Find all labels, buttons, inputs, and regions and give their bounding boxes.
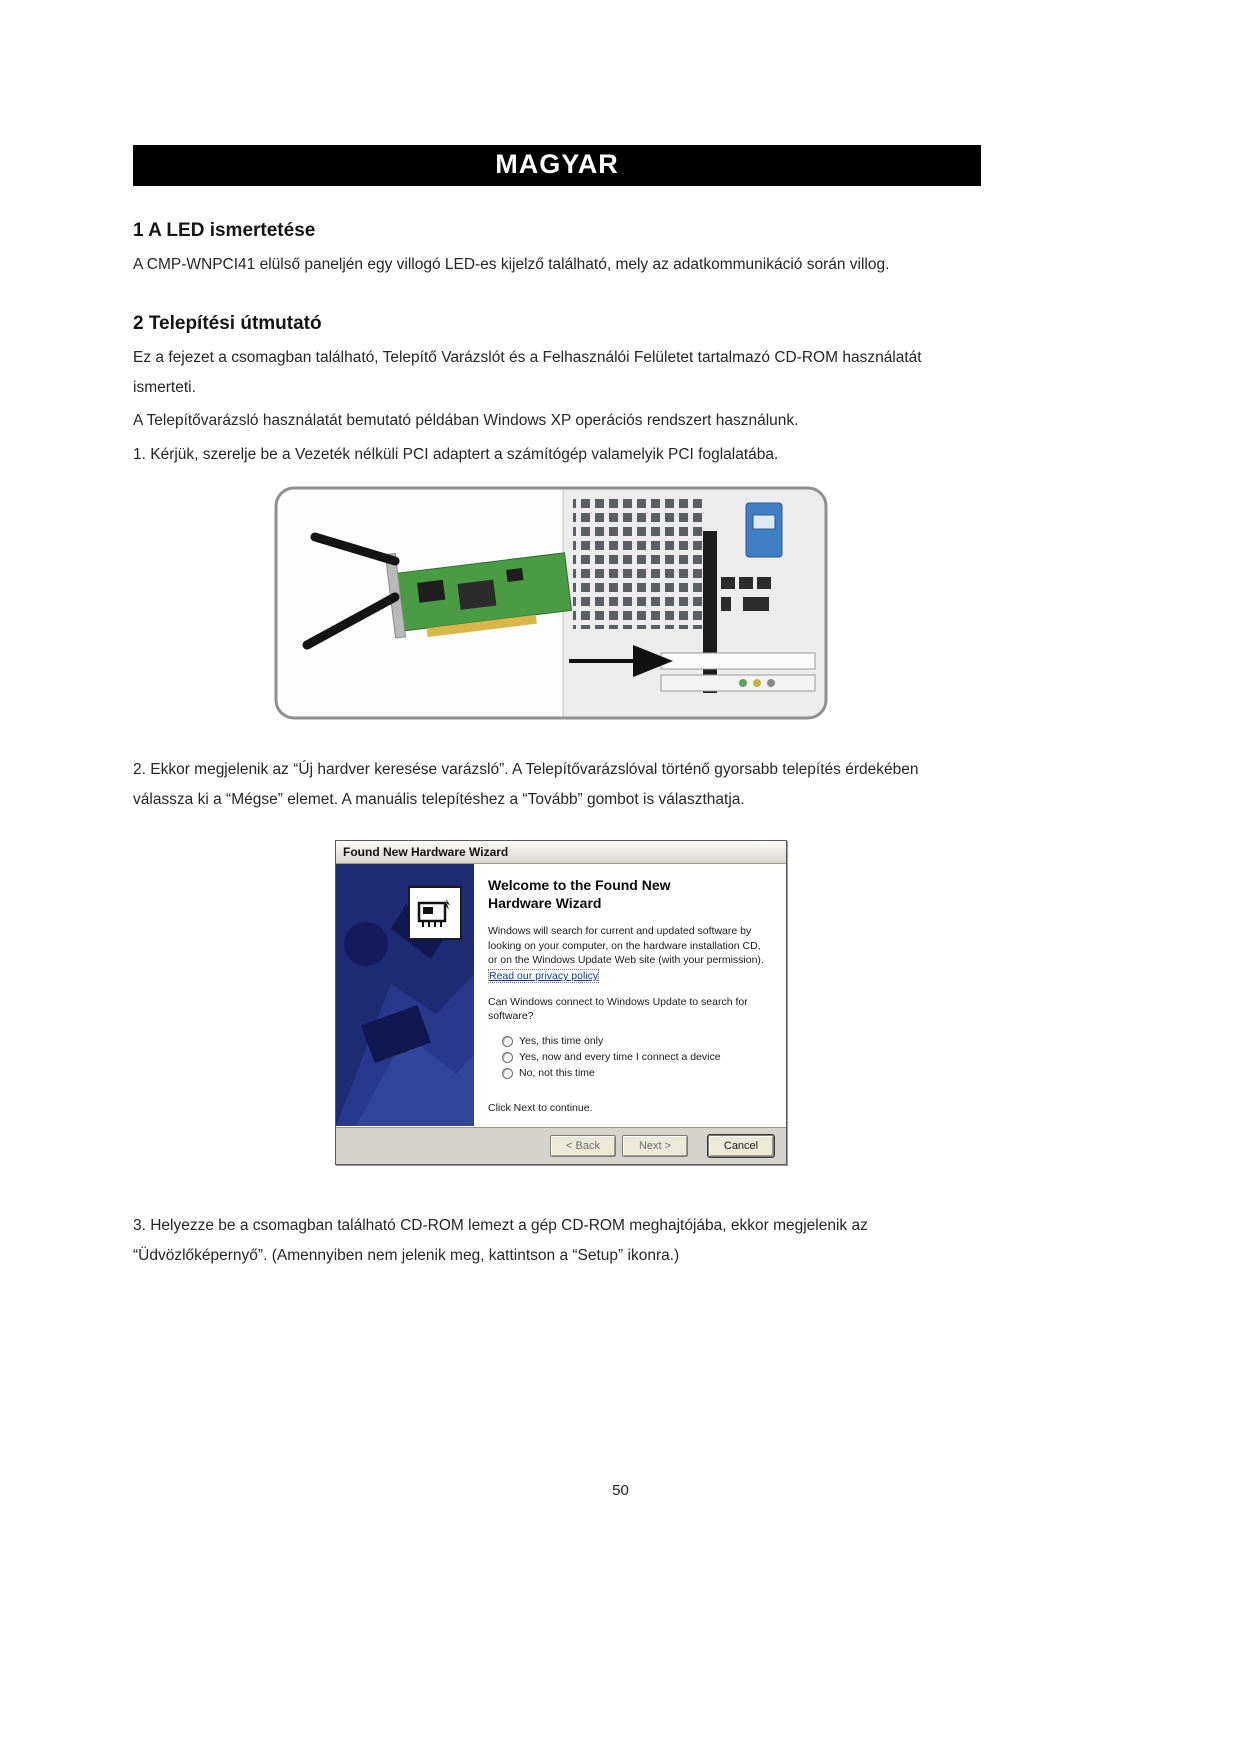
wizard-body (336, 864, 786, 1126)
section-1-heading: 1 A LED ismertetése (133, 220, 316, 241)
language-header-label: MAGYAR (495, 149, 619, 179)
section-2-heading: 2 Telepítési útmutató (133, 313, 322, 335)
radio-no-not-this-time[interactable]: No, not this time (502, 1067, 772, 1079)
back-button[interactable]: < Back (550, 1135, 616, 1157)
wizard-content (474, 864, 786, 1126)
wizard-artwork (336, 864, 474, 1126)
privacy-policy-link[interactable]: Read our privacy policy (489, 969, 599, 982)
radio-yes-this-time[interactable]: Yes, this time only (502, 1035, 772, 1047)
install-step-1: 1. Kérjük, szerelje be a Vezeték nélküli PCI adaptert a számítógép valamelyik PCI foglalatába. (133, 445, 779, 463)
next-button[interactable]: Next > (622, 1135, 688, 1157)
hardware-device-icon (408, 886, 462, 940)
pci-installation-illustration (273, 485, 829, 721)
wizard-button-bar (336, 1126, 786, 1164)
section-2-para-2: A Telepítővarázsló használatát bemutató példában Windows XP operációs rendszert használunk. (133, 412, 799, 430)
pci-installation-drawing (273, 485, 829, 721)
page-content (133, 145, 981, 1270)
install-step-3: 3. Helyezze be a csomagban található CD-ROM lemezt a gép CD-ROM meghajtójába, ekkor megjelenik az “Üdvözlőképernyő”. (Amennyiben nem jelenik meg, kattintson a “Setup” ikonra.) (133, 1217, 868, 1264)
found-new-hardware-wizard-dialog (335, 840, 787, 1165)
wizard-footer-hint: Click Next to continue. (488, 1102, 593, 1115)
wizard-description: Windows will search for current and updated software by looking on your computer, on the hardware installation CD, or on the Windows Update Web site (with your permission). (488, 925, 764, 966)
radio-button-icon (502, 1052, 513, 1063)
cancel-button[interactable]: Cancel (708, 1135, 774, 1157)
radio-yes-every-time[interactable]: Yes, now and every time I connect a device (502, 1051, 772, 1063)
radio-button-icon (502, 1068, 513, 1079)
language-header (133, 145, 981, 186)
page-number: 50 (612, 1482, 629, 1499)
wizard-titlebar[interactable] (336, 841, 786, 864)
wizard-question: Can Windows connect to Windows Update to search for software? (488, 995, 748, 1023)
wizard-title: Found New Hardware Wizard (343, 845, 509, 860)
radio-button-icon (502, 1036, 513, 1047)
section-2-para-1: Ez a fejezet a csomagban található, Telepítő Varázslót és a Felhasználói Felületet tartalmazó CD-ROM használatát ismerteti. (133, 349, 922, 396)
install-step-2: 2. Ekkor megjelenik az “Új hardver keresése varázsló”. A Telepítővarázslóval történő gyorsabb telepítés érdekében válassza ki a “Mégse” elemet. A manuális telepítéshez a “Tovább” gombot is választhatja. (133, 761, 919, 808)
update-options-radio-group (502, 1031, 772, 1079)
section-1-body: A CMP-WNPCI41 elülső paneljén egy villogó LED-es kijelző található, mely az adatkommunikáció során villog. (133, 256, 890, 273)
wizard-welcome-heading: Welcome to the Found New Hardware Wizard (488, 877, 671, 912)
